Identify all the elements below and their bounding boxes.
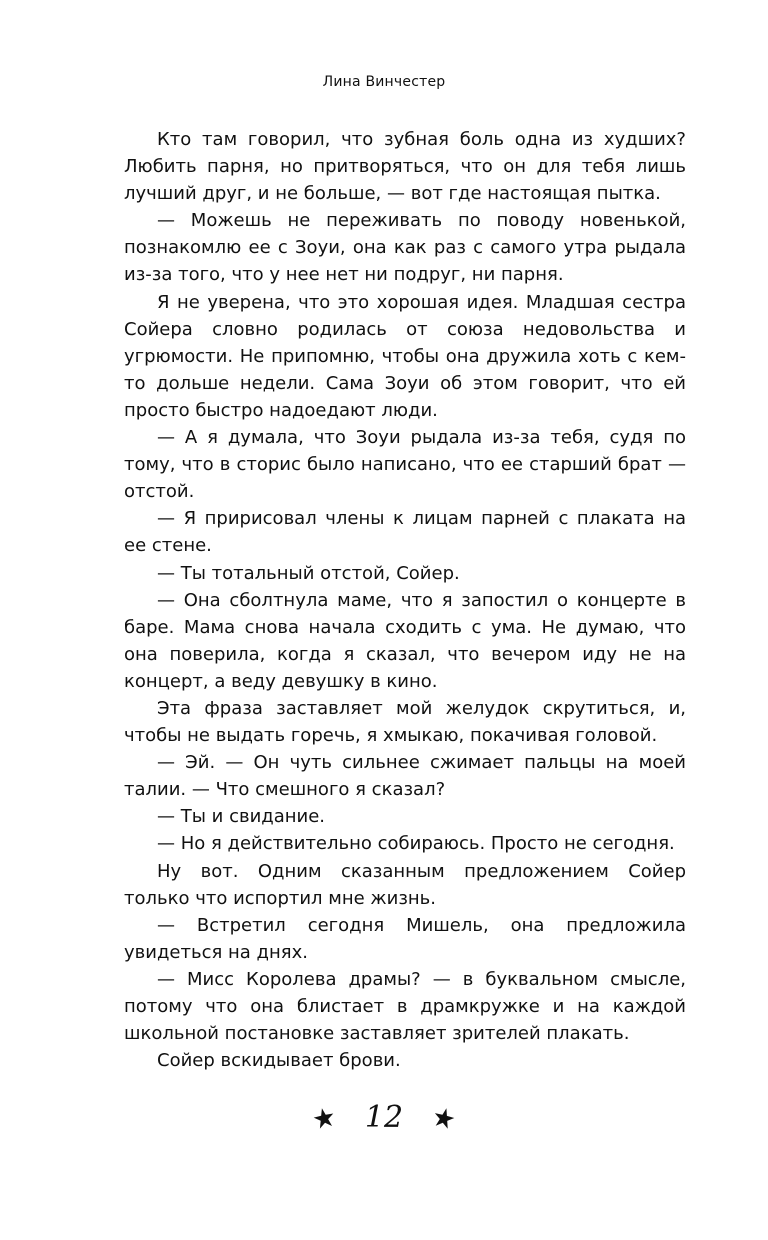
paragraph: — Встретил сегодня Мишель, она предложила увидеться на днях. (124, 914, 686, 963)
paragraph: Ну вот. Одним сказанным предложением Сойер только что испортил мне жизнь. (124, 860, 686, 909)
body-text (124, 126, 686, 1074)
paragraph: — А я думала, что Зоуи рыдала из-за тебя, судя по тому, что в сторис было написано, что ее старший брат — отстой. (124, 427, 686, 503)
paragraph: — Ты и свидание. (157, 806, 326, 828)
paragraph: — Можешь не переживать по поводу новенькой, познакомлю ее с Зоуи, она как раз с самого утра рыдала из-за того, что у нее нет ни подруг, ни парня. (124, 210, 686, 286)
running-header-author: Лина Винчестер (322, 74, 446, 90)
paragraph: — Она сболтнула маме, что я запостил о концерте в баре. Мама снова начала сходить с ума. Не думаю, что она поверила, когда я сказал, что вечером иду не на концерт, а веду девушку в кино. (124, 589, 686, 692)
star-icon (433, 1107, 455, 1129)
paragraph: — Я пририсовал члены к лицам парней с плаката на ее стене. (124, 508, 686, 557)
paragraph: Сойер вскидывает брови. (157, 1050, 401, 1072)
paragraph: Я не уверена, что это хорошая идея. Младшая сестра Сойера словно родилась от союза недовольства и угрюмости. Не припомню, чтобы она дружила хоть с кем-то дольше недели. Сама Зоуи об этом говорит, что ей просто быстро надоедают люди. (124, 291, 686, 421)
page-number: 12 (364, 1100, 404, 1135)
paragraph: — Ты тотальный отстой, Сойер. (157, 562, 460, 584)
paragraph: — Мисс Королева драмы? — в буквальном смысле, потому что она блистает в драмкружке и на каждой школьной постановке заставляет зрителей плакать. (124, 968, 686, 1045)
star-icon (313, 1107, 335, 1129)
paragraph: Кто там говорил, что зубная боль одна из худших? Любить парня, но притворяться, что он для тебя лишь лучший друг, и не больше, — вот где настоящая пытка. (124, 129, 686, 205)
paragraph: Эта фраза заставляет мой желудок скрутиться, и, чтобы не выдать горечь, я хмыкаю, покачивая головой. (124, 697, 686, 747)
paragraph: — Эй. — Он чуть сильнее сжимает пальцы на моей талии. — Что смешного я сказал? (124, 752, 686, 801)
page-footer (0, 1098, 768, 1138)
paragraph: — Но я действительно собираюсь. Просто не сегодня. (157, 833, 675, 855)
